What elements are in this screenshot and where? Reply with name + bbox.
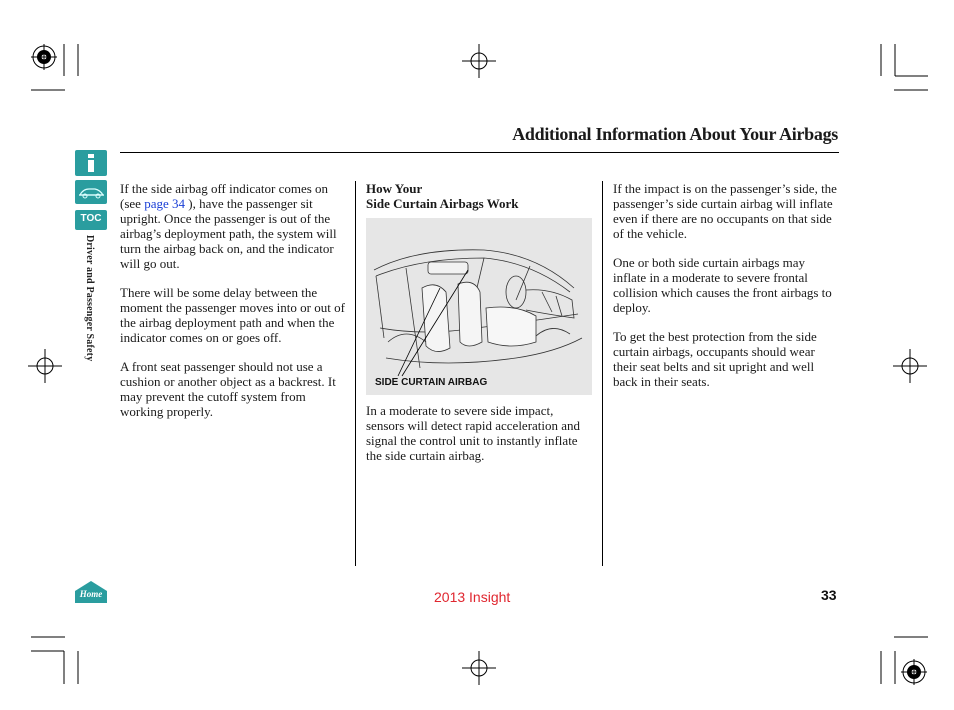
paragraph-text: If the side airbag off indicator comes on (see bbox=[120, 181, 329, 211]
paragraph: A front seat passenger should not use a cushion or another object as a backrest. It may prevent the cutoff system from working properly. bbox=[120, 359, 336, 419]
paragraph: If the impact is on the passenger’s side, the passenger’s side curtain airbag will inflate even if there are no occupants on that side of the vehicle. bbox=[613, 181, 837, 241]
car-interior-illustration bbox=[366, 218, 592, 395]
figure-caption: SIDE CURTAIN AIRBAG bbox=[375, 377, 488, 388]
footer-model: 2013 Insight bbox=[434, 589, 511, 605]
section-heading: How Your bbox=[366, 181, 423, 196]
info-button[interactable] bbox=[75, 150, 107, 176]
paragraph bbox=[120, 181, 348, 271]
column-3 bbox=[613, 181, 841, 403]
section-label: Driver and Passenger Safety bbox=[84, 235, 95, 362]
paragraph: In a moderate to severe side impact, sensors will detect rapid acceleration and signal the control unit to instantly inflate the side curtain airbag. bbox=[366, 403, 581, 463]
column-2-body bbox=[366, 403, 594, 477]
toc-button[interactable] bbox=[75, 210, 107, 230]
home-button[interactable] bbox=[74, 580, 108, 604]
vehicle-button[interactable] bbox=[75, 180, 107, 204]
paragraph-text: ), have the passenger sit upright. Once the passenger is out of the airbag’s deployment path, the system will turn the airbag back on, and the indicator will go out. bbox=[120, 196, 337, 271]
paragraph: One or both side curtain airbags may inflate in a moderate to severe frontal collision which causes the front airbags to deploy. bbox=[613, 255, 832, 315]
page-title: Additional Information About Your Airbags bbox=[512, 124, 838, 144]
column-divider bbox=[355, 181, 356, 566]
home-label: Home bbox=[79, 589, 103, 599]
paragraph: To get the best protection from the side curtain airbags, occupants should wear their seat belts and sit upright and well back in their seats. bbox=[613, 329, 817, 389]
column-divider bbox=[602, 181, 603, 566]
page-number: 33 bbox=[821, 587, 837, 603]
airbag-illustration bbox=[366, 218, 592, 395]
column-1 bbox=[120, 181, 348, 433]
page-link[interactable]: page 34 bbox=[144, 196, 185, 211]
title-rule bbox=[120, 152, 839, 153]
paragraph: There will be some delay between the moment the passenger moves into or out of the airbag deployment path and when the indicator comes on or goes off. bbox=[120, 285, 345, 345]
toc-label: TOC bbox=[80, 213, 102, 224]
info-icon bbox=[75, 150, 107, 176]
car-icon bbox=[75, 180, 107, 204]
column-2 bbox=[366, 181, 594, 211]
section-heading: Side Curtain Airbags Work bbox=[366, 196, 519, 211]
